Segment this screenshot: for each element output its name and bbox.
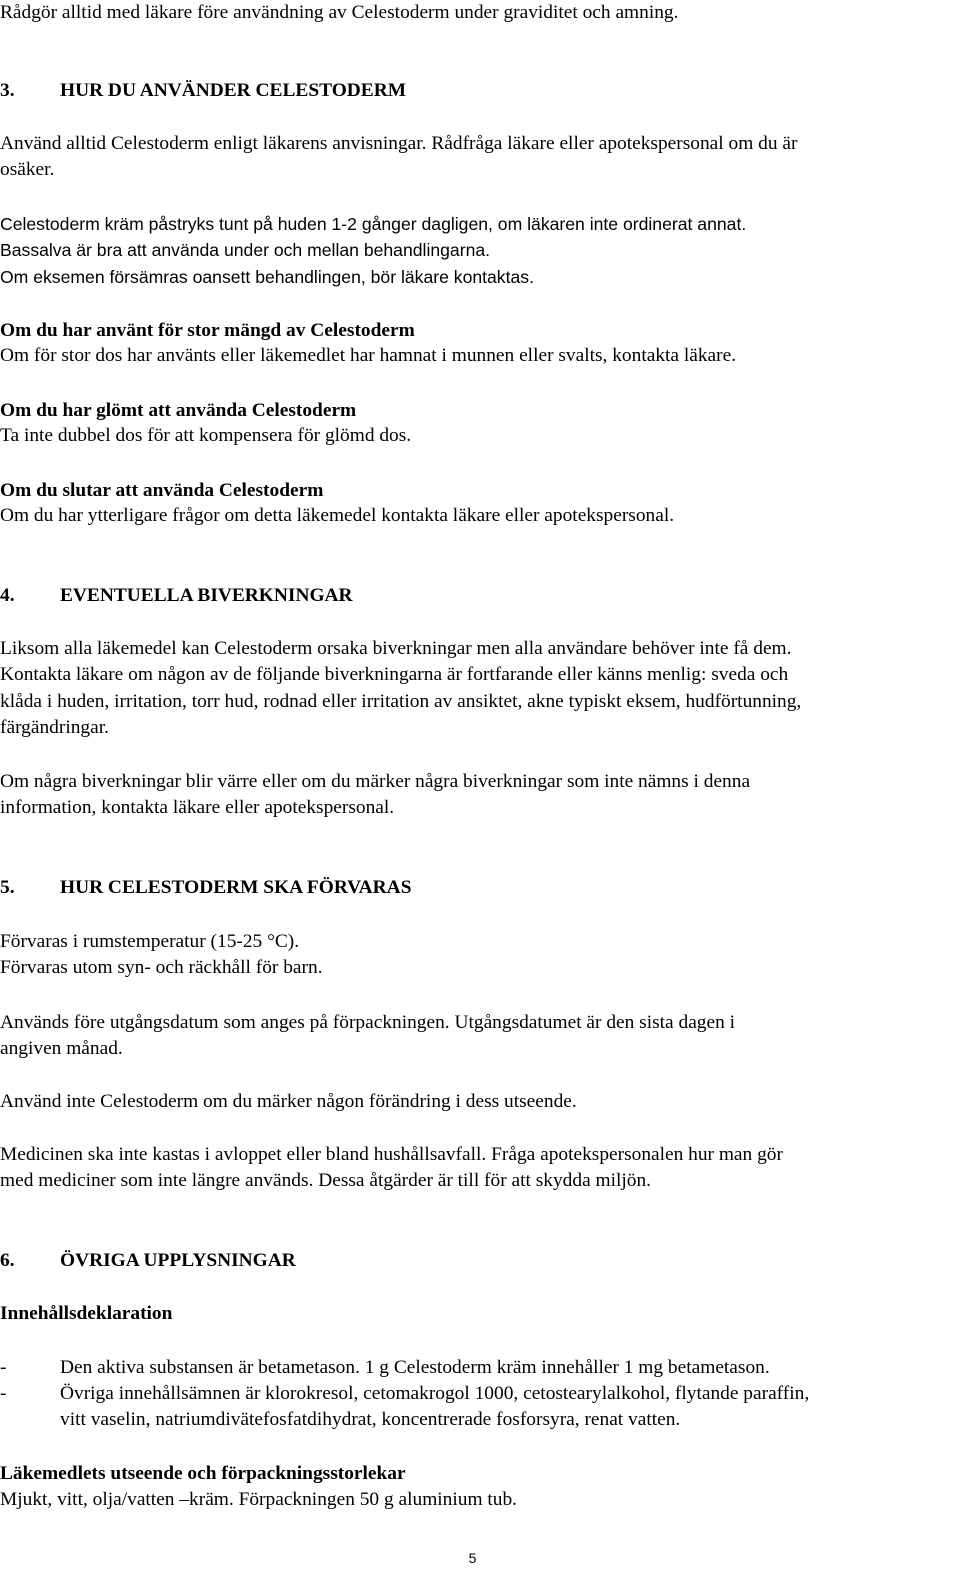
- paragraph-line: färgändringar.: [0, 717, 109, 738]
- paragraph-line: Förvaras i rumstemperatur (15-25 °C).: [0, 931, 300, 952]
- page-number: 5: [468, 1550, 477, 1566]
- overdose-text: Om för stor dos har använts eller läkemedlet har hamnat i munnen eller svalts, kontakta läkare.: [0, 345, 737, 366]
- section-number: 6.: [0, 1250, 15, 1271]
- paragraph-line: Liksom alla läkemedel kan Celestoderm orsaka biverkningar men alla användare behöver inte få dem.: [0, 638, 792, 659]
- appearance-text: Mjukt, vitt, olja/vatten –kräm. Förpackningen 50 g aluminium tub.: [0, 1489, 518, 1510]
- bullet-marker: -: [0, 1383, 7, 1404]
- bullet-marker: -: [0, 1357, 7, 1378]
- stop-text: Om du har ytterligare frågor om detta läkemedel kontakta läkare eller apotekspersonal.: [0, 505, 675, 526]
- section-number: 3.: [0, 80, 15, 101]
- section-title: ÖVRIGA UPPLYSNINGAR: [60, 1250, 296, 1271]
- paragraph-line: Används före utgångsdatum som anges på förpackningen. Utgångsdatumet är den sista dagen i: [0, 1012, 736, 1033]
- contents-heading: Innehållsdeklaration: [0, 1303, 173, 1324]
- paragraph-line: Om eksemen försämras oansett behandlingen, bör läkare kontaktas.: [0, 267, 534, 287]
- stop-heading: Om du slutar att använda Celestoderm: [0, 480, 324, 501]
- section-number: 5.: [0, 877, 15, 898]
- bullet-text: Övriga innehållsämnen är klorokresol, cetomakrogol 1000, cetostearylalkohol, flytande paraffin,: [60, 1383, 810, 1404]
- section-title: HUR DU ANVÄNDER CELESTODERM: [60, 80, 407, 101]
- paragraph-line: osäker.: [0, 159, 55, 180]
- forgot-text: Ta inte dubbel dos för att kompensera för glömd dos.: [0, 425, 412, 446]
- paragraph-line: Medicinen ska inte kastas i avloppet eller bland hushållsavfall. Fråga apotekspersonalen hur man gör: [0, 1144, 783, 1165]
- forgot-heading: Om du har glömt att använda Celestoderm: [0, 400, 357, 421]
- appearance-heading: Läkemedlets utseende och förpackningsstorlekar: [0, 1463, 406, 1484]
- section-title: EVENTUELLA BIVERKNINGAR: [60, 585, 353, 606]
- overdose-heading: Om du har använt för stor mängd av Celestoderm: [0, 320, 415, 341]
- paragraph-line: Kontakta läkare om någon av de följande biverkningarna är fortfarande eller känns menlig: sveda och: [0, 664, 789, 685]
- paragraph-line: angiven månad.: [0, 1038, 123, 1059]
- paragraph-line: klåda i huden, irritation, torr hud, rodnad eller irritation av ansiktet, akne typiskt eksem, hudförtunning,: [0, 691, 802, 712]
- paragraph-line: Använd inte Celestoderm om du märker någon förändring i dess utseende.: [0, 1091, 577, 1112]
- bullet-text: vitt vaselin, natriumdivätefosfatdihydrat, koncentrerade fosforsyra, renat vatten.: [60, 1409, 681, 1430]
- paragraph-line: Om några biverkningar blir värre eller om du märker några biverkningar som inte nämns i denna: [0, 771, 751, 792]
- paragraph-line: Förvaras utom syn- och räckhåll för barn.: [0, 957, 323, 978]
- paragraph-line: information, kontakta läkare eller apotekspersonal.: [0, 797, 395, 818]
- paragraph-line: Celestoderm kräm påstryks tunt på huden 1-2 gånger dagligen, om läkaren inte ordinerat annat.: [0, 214, 747, 234]
- section-title: HUR CELESTODERM SKA FÖRVARAS: [60, 877, 412, 898]
- bullet-text: Den aktiva substansen är betametason. 1 g Celestoderm kräm innehåller 1 mg betametason.: [60, 1357, 770, 1378]
- intro-line: Rådgör alltid med läkare före användning av Celestoderm under graviditet och amning.: [0, 2, 679, 23]
- section-number: 4.: [0, 585, 15, 606]
- paragraph-line: med mediciner som inte längre används. Dessa åtgärder är till för att skydda miljön.: [0, 1170, 652, 1191]
- paragraph-line: Använd alltid Celestoderm enligt läkarens anvisningar. Rådfråga läkare eller apotekspersonal om du är: [0, 133, 798, 154]
- paragraph-line: Bassalva är bra att använda under och mellan behandlingarna.: [0, 240, 491, 260]
